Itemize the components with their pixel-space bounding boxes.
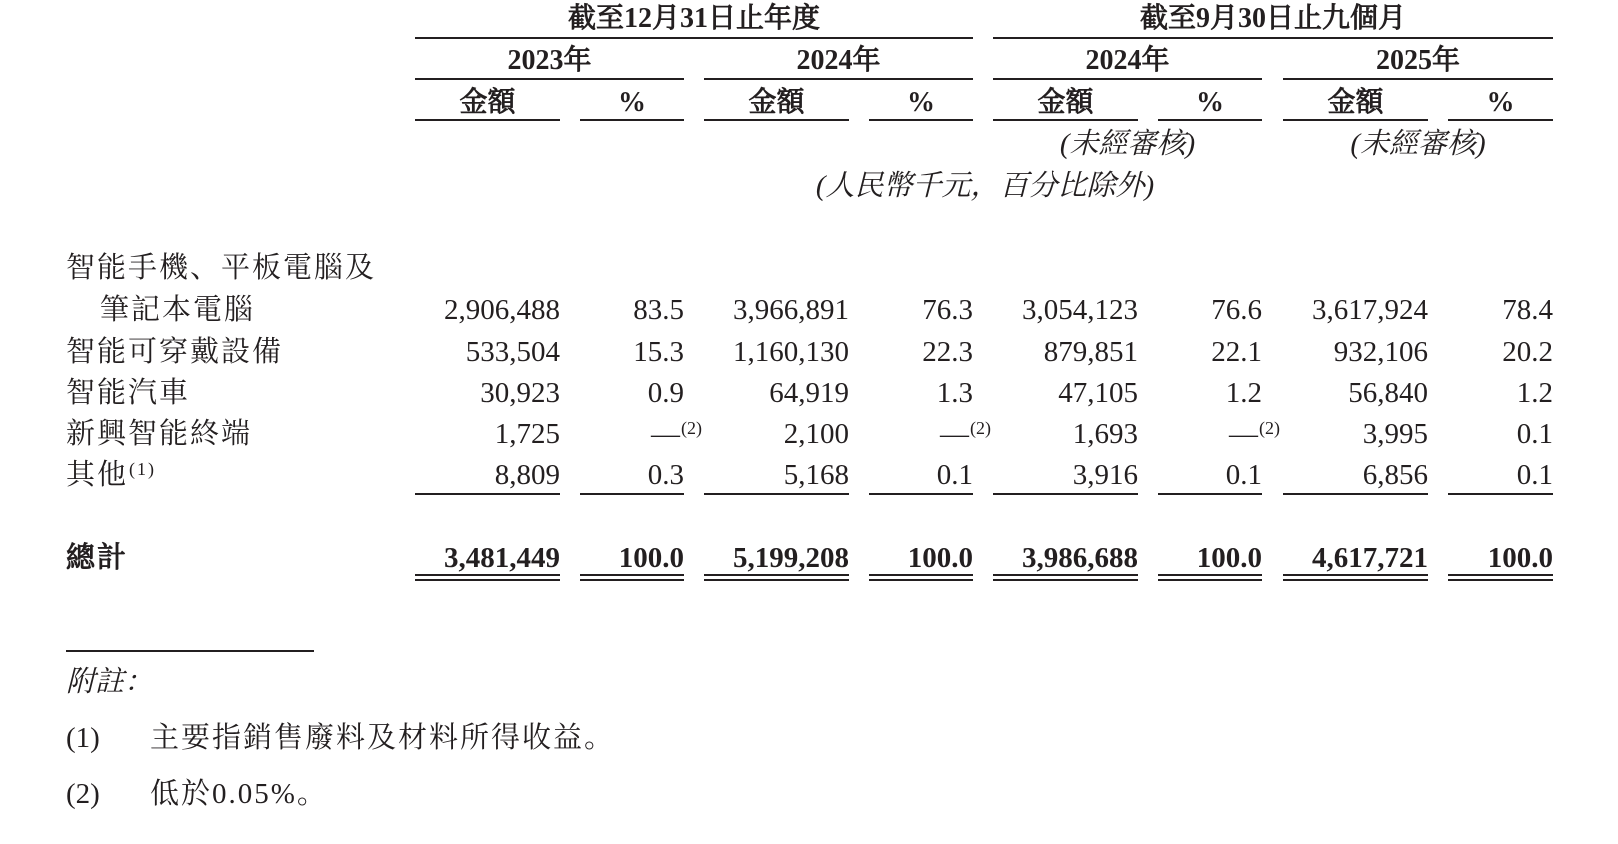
table-cell: 56,840	[1348, 377, 1428, 409]
table-cell: 1,160,130	[733, 336, 849, 368]
table-cell: —$^{(2)}$	[940, 418, 991, 450]
footnote-marker: (2)	[970, 418, 991, 438]
table-cell: 0.1	[936, 459, 973, 491]
table-cell: 15.3	[633, 336, 684, 368]
total-double-rule	[580, 574, 684, 581]
total-double-rule	[993, 574, 1138, 581]
total-cell: 100.0	[1196, 542, 1262, 574]
total-double-rule	[1158, 574, 1262, 581]
header-rule-9m	[993, 37, 1553, 39]
year-header-2023: 2023年	[507, 45, 592, 76]
footnote-marker: (2)	[681, 418, 702, 438]
notes-heading: 附註：	[66, 666, 154, 698]
total-double-rule	[415, 574, 560, 581]
amount-header: 金額	[1037, 87, 1094, 118]
amount-header: 金額	[1327, 87, 1384, 118]
table-cell: 1.3	[936, 377, 973, 409]
total-cell: 3,986,688	[1022, 542, 1138, 574]
table-cell: —$^{(2)}$	[1229, 418, 1280, 450]
total-label: 總計	[66, 542, 129, 574]
subheader-rule	[704, 119, 849, 121]
table-cell: 2,906,488	[444, 294, 560, 326]
subheader-rule	[1283, 119, 1428, 121]
total-cell: 100.0	[1487, 542, 1553, 574]
table-cell: 3,995	[1362, 418, 1428, 450]
note-text: 低於0.05%。	[150, 778, 328, 810]
table-cell: 0.1	[1225, 459, 1262, 491]
unaudited-label: (未經審核)	[1350, 128, 1486, 160]
table-cell: 879,851	[1043, 336, 1138, 368]
total-cell: 4,617,721	[1312, 542, 1428, 574]
year-header-2024-9m: 2024年	[1085, 45, 1170, 76]
year-rule	[704, 78, 973, 80]
subheader-rule	[869, 119, 973, 121]
table-cell: 30,923	[480, 377, 560, 409]
table-cell: 3,054,123	[1022, 294, 1138, 326]
subtotal-rule	[993, 493, 1138, 495]
subheader-rule	[993, 119, 1138, 121]
row-label: 智能汽車	[66, 377, 191, 409]
subheader-rule	[1158, 119, 1262, 121]
subheader-rule	[415, 119, 560, 121]
row-label: 其他$^{(1)}$	[66, 459, 157, 491]
table-cell: 8,809	[494, 459, 560, 491]
table-cell: 76.6	[1211, 294, 1262, 326]
amount-header: 金額	[459, 87, 516, 118]
table-cell: 1.2	[1516, 377, 1553, 409]
note-marker: (2)	[66, 778, 100, 810]
table-cell: 20.2	[1502, 336, 1553, 368]
subtotal-rule	[704, 493, 849, 495]
unaudited-label: (未經審核)	[1059, 128, 1196, 160]
header-rule-fy	[415, 37, 973, 39]
table-cell: 1,725	[494, 418, 560, 450]
table-cell: 6,856	[1362, 459, 1428, 491]
year-rule	[1283, 78, 1553, 80]
percent-header: %	[907, 87, 935, 118]
unit-note: (人民幣千元，百分比除外)	[815, 170, 1155, 202]
table-cell: 1.2	[1225, 377, 1262, 409]
row-label: 新興智能終端	[66, 418, 253, 450]
total-cell: 3,481,449	[444, 542, 560, 574]
table-cell: 1,693	[1072, 418, 1138, 450]
total-cell: 5,199,208	[733, 542, 849, 574]
table-cell: 0.3	[647, 459, 684, 491]
footnote-marker: (2)	[1259, 418, 1280, 438]
table-cell: 78.4	[1502, 294, 1553, 326]
footnote-marker: (1)	[129, 459, 157, 479]
table-cell: 22.1	[1211, 336, 1262, 368]
table-cell: —$^{(2)}$	[651, 418, 702, 450]
table-cell: 0.9	[647, 377, 684, 409]
subtotal-rule	[1158, 493, 1262, 495]
table-cell: 533,504	[465, 336, 560, 368]
subheader-rule	[580, 119, 684, 121]
year-rule	[415, 78, 684, 80]
percent-header: %	[1486, 87, 1515, 118]
table-cell: 3,966,891	[733, 294, 849, 326]
row-label: 智能手機、平板電腦及	[66, 252, 377, 284]
table-cell: 76.3	[922, 294, 973, 326]
total-double-rule	[869, 574, 973, 581]
note-text: 主要指銷售廢料及材料所得收益。	[150, 722, 616, 754]
total-cell: 100.0	[618, 542, 684, 574]
table-cell: 47,105	[1058, 377, 1138, 409]
table-cell: 932,106	[1333, 336, 1428, 368]
table-cell: 3,617,924	[1312, 294, 1428, 326]
period-group-9m: 截至9月30日止九個月	[1139, 3, 1406, 34]
table-cell: 3,916	[1072, 459, 1138, 491]
year-header-2025: 2025年	[1375, 45, 1460, 76]
subtotal-rule	[1448, 493, 1553, 495]
table-cell: 22.3	[922, 336, 973, 368]
percent-header: %	[1196, 87, 1224, 118]
table-cell: 5,168	[783, 459, 849, 491]
subtotal-rule	[869, 493, 973, 495]
subtotal-rule	[415, 493, 560, 495]
subheader-rule	[1448, 119, 1553, 121]
total-cell: 100.0	[907, 542, 973, 574]
subtotal-rule	[1283, 493, 1428, 495]
year-rule	[993, 78, 1262, 80]
year-header-2024-fy: 2024年	[796, 45, 881, 76]
row-label: 智能可穿戴設備	[66, 336, 284, 368]
notes-separator	[66, 650, 314, 652]
table-cell: 0.1	[1516, 418, 1553, 450]
table-cell: 0.1	[1516, 459, 1553, 491]
note-marker: (1)	[66, 722, 100, 754]
percent-header: %	[618, 87, 646, 118]
total-double-rule	[704, 574, 849, 581]
row-label: 筆記本電腦	[100, 294, 256, 326]
total-double-rule	[1448, 574, 1553, 581]
period-group-fy: 截至12月31日止年度	[567, 3, 820, 34]
amount-header: 金額	[748, 87, 805, 118]
table-cell: 83.5	[633, 294, 684, 326]
total-double-rule	[1283, 574, 1428, 581]
table-cell: 2,100	[783, 418, 849, 450]
subtotal-rule	[580, 493, 684, 495]
table-cell: 64,919	[769, 377, 849, 409]
